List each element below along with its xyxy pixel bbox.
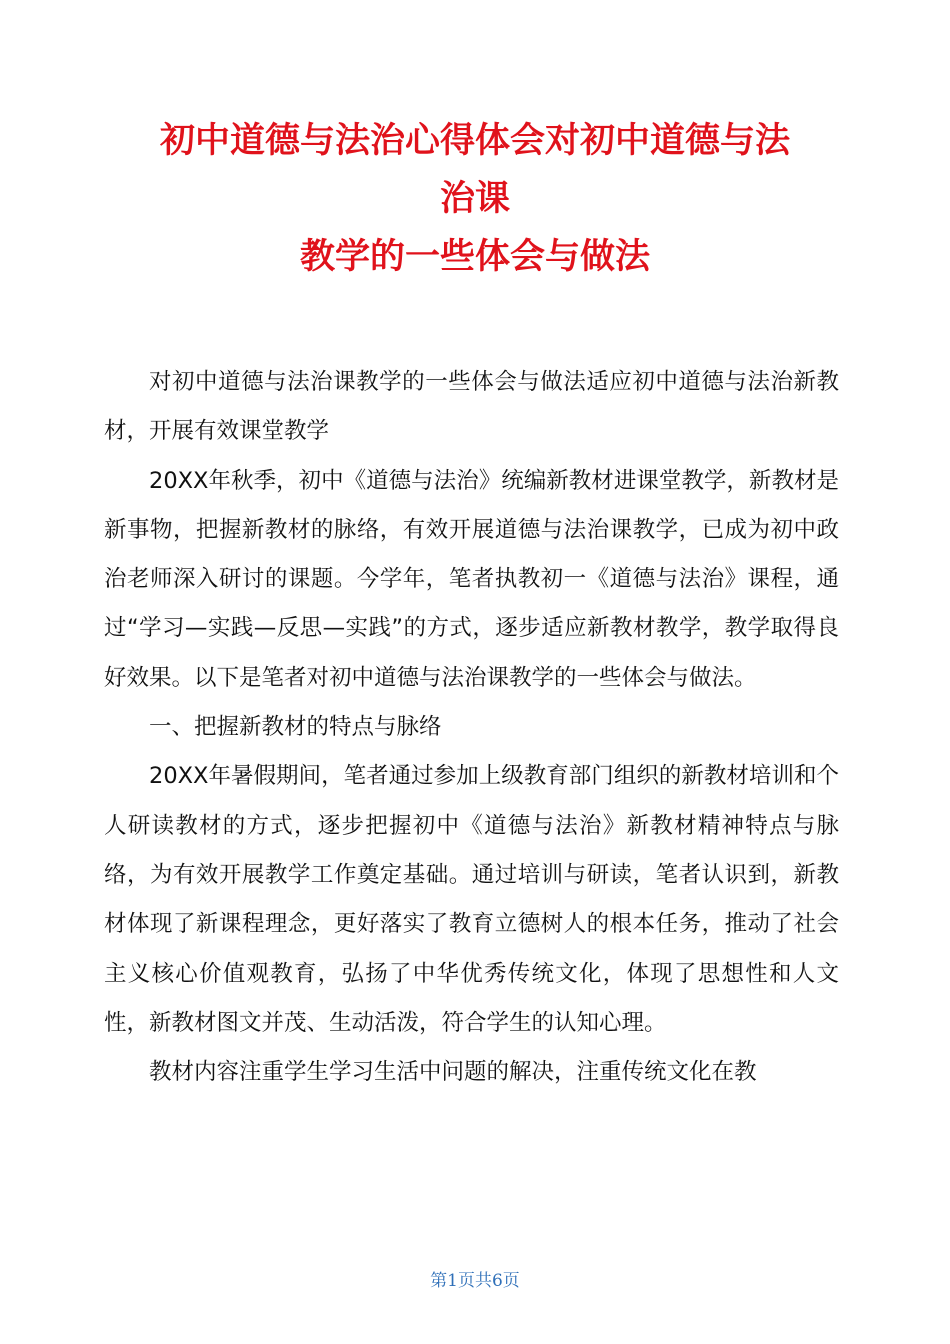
paragraph-section-1: 20XX年暑假期间，笔者通过参加上级教育部门组织的新教材培训和个人研读教材的方式，逐步把握初中《道德与法治》新教材精神特点与脉络，为有效开展教学工作奠定基础。通过培训与研读，笔者认识到，新教材体现了新课程理念，更好落实了教育立德树人的根本任务，推动了社会主义核心价值观教育，弘扬了中华优秀传统文化，体现了思想性和人文性，新教材图文并茂、生动活泼，符合学生的认知心理。 — [104, 763, 839, 1036]
title-line-2: 治课 — [439, 179, 510, 219]
section-heading-1: 一、把握新教材的特点与脉络 — [149, 714, 442, 741]
document-body — [104, 358, 839, 1097]
title-line-1: 初中道德与法治心得体会对初中道德与法 — [159, 121, 790, 161]
page-number-footer: 第1页共6页 — [430, 1271, 520, 1291]
document-title — [95, 112, 855, 286]
title-line-3: 教学的一些体会与做法 — [299, 237, 650, 277]
paragraph-continued: 教材内容注重学生学习生活中问题的解决，注重传统文化在教 — [149, 1059, 757, 1086]
paragraph-intro: 对初中道德与法治课教学的一些体会与做法适应初中道德与法治新教材，开展有效课堂教学 — [104, 369, 839, 445]
paragraph-background: 20XX年秋季，初中《道德与法治》统编新教材进课堂教学，新教材是新事物，把握新教材的脉络，有效开展道德与法治课教学，已成为初中政治老师深入研讨的课题。今学年，笔者执教初一《道德与法治》课程，通过“学习—实践—反思—实践”的方式，逐步适应新教材教学，教学取得良好效果。以下是笔者对初中道德与法治课教学的一些体会与做法。 — [104, 467, 839, 691]
